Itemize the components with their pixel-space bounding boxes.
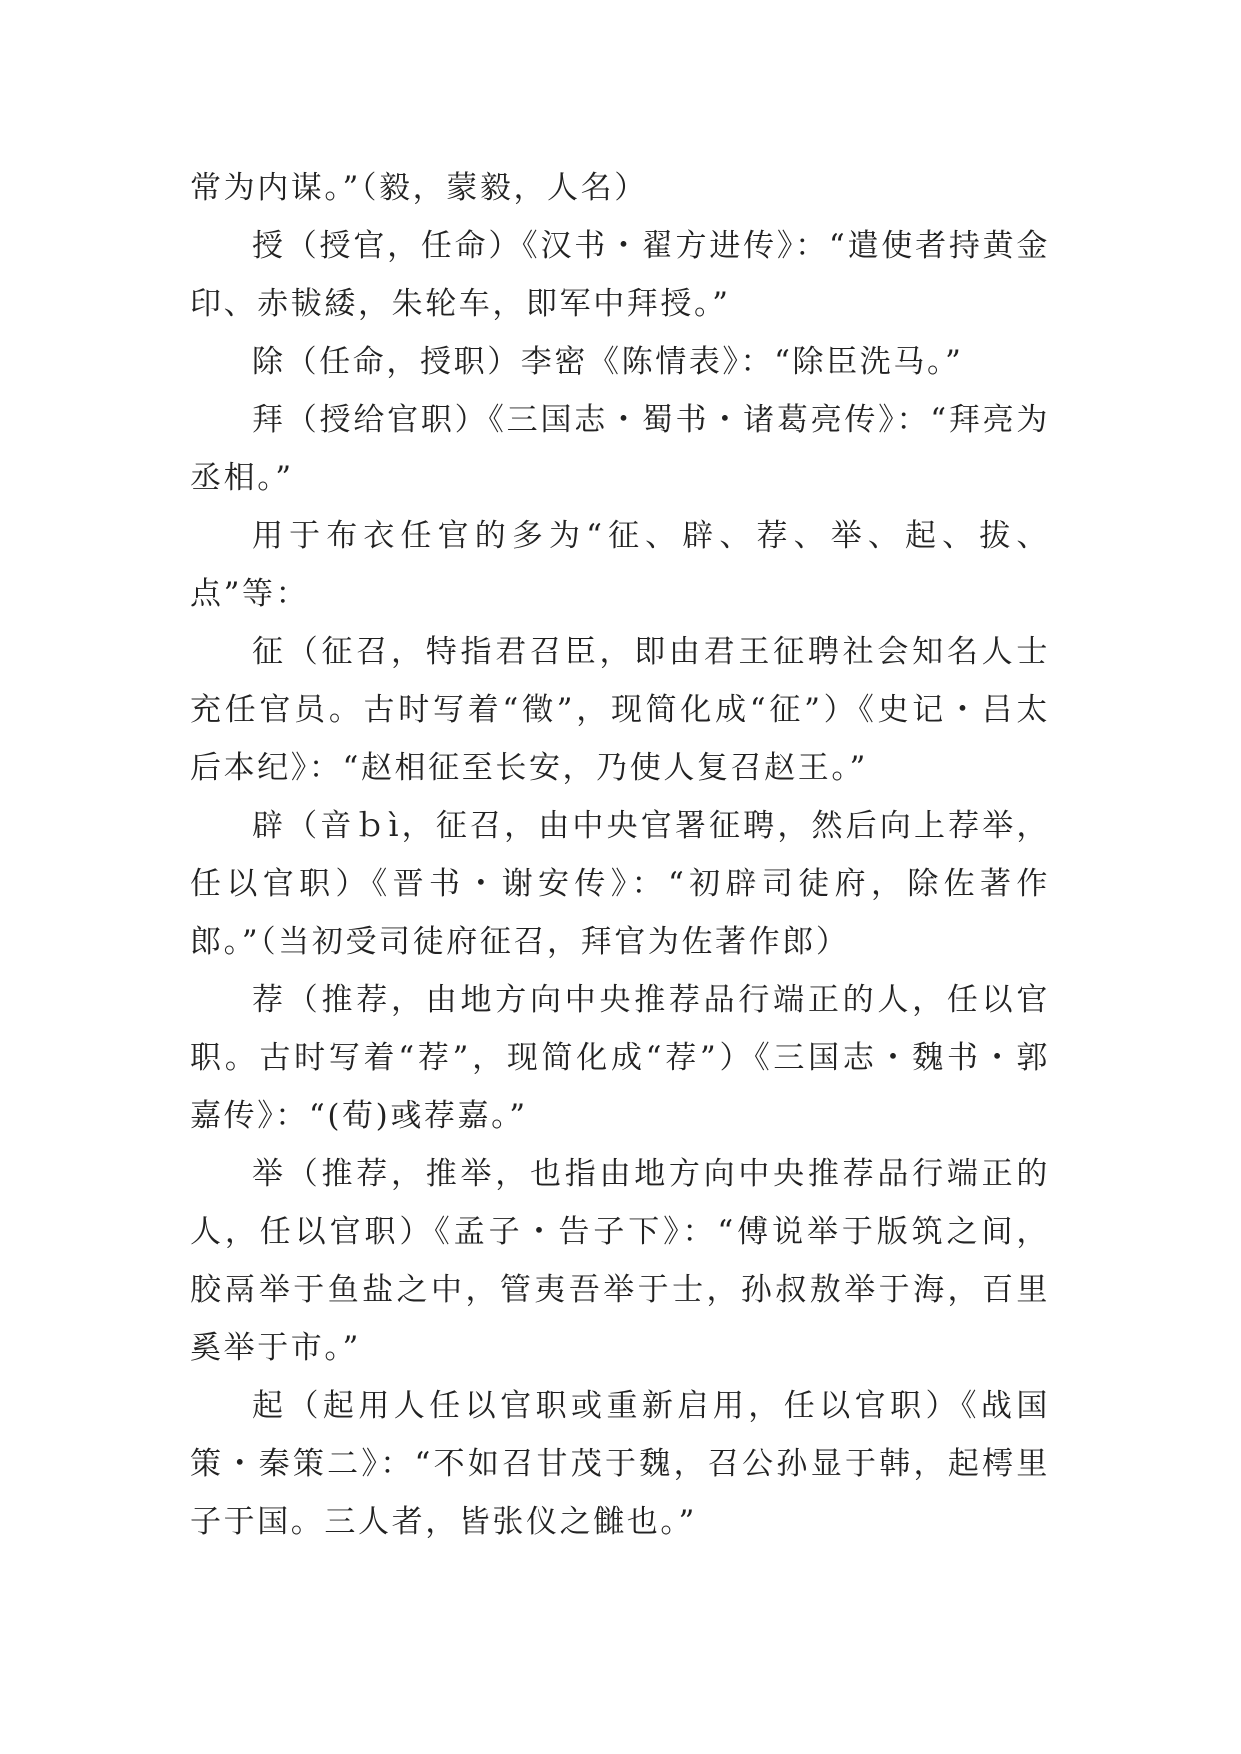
paragraph-bai: 拜（授给官职）《三国志・蜀书・诸葛亮传》：“拜亮为丞相。” (190, 402, 1050, 496)
paragraph-buyi-intro: 用于布衣任官的多为“征、辟、荐、举、起、拔、点”等： (190, 518, 1050, 612)
document-body (190, 159, 1050, 1551)
paragraph-bi: 辟（音ｂì，征召，由中央官署征聘，然后向上荐举，任以官职）《晋书・谢安传》：“初辟司徒府，除佐著作郎。”（当初受司徒府征召，拜官为佐著作郎） (190, 808, 1050, 960)
paragraph-zheng: 征（征召，特指君召臣，即由君王征聘社会知名人士充任官员。古时写着“徵”，现简化成“征”）《史记・吕太后本纪》：“赵相征至长安，乃使人复召赵王。” (190, 634, 1050, 786)
paragraph-shou: 授（授官，任命）《汉书・翟方进传》：“遣使者持黄金印、赤韨緌，朱轮车，即军中拜授。” (190, 228, 1050, 322)
paragraph-chu: 除（任命，授职）李密《陈情表》：“除臣洗马。” (252, 344, 964, 380)
paragraph-continuation: 常为内谋。”（毅，蒙毅，人名） (190, 170, 648, 206)
paragraph-qi: 起（起用人任以官职或重新启用，任以官职）《战国策・秦策二》：“不如召甘茂于魏，召公孙显于韩，起樗里子于国。三人者，皆张仪之雠也。” (190, 1388, 1050, 1540)
paragraph-jian: 荐（推荐，由地方向中央推荐品行端正的人，任以官职。古时写着“荐”，现简化成“荐”）《三国志・魏书・郭嘉传》：“(荀)彧荐嘉。” (190, 982, 1050, 1134)
paragraph-ju: 举（推荐，推举，也指由地方向中央推荐品行端正的人，任以官职）《孟子・告子下》：“傅说举于版筑之间，胶鬲举于鱼盐之中，管夷吾举于士，孙叔敖举于海，百里奚举于市。” (190, 1156, 1050, 1366)
